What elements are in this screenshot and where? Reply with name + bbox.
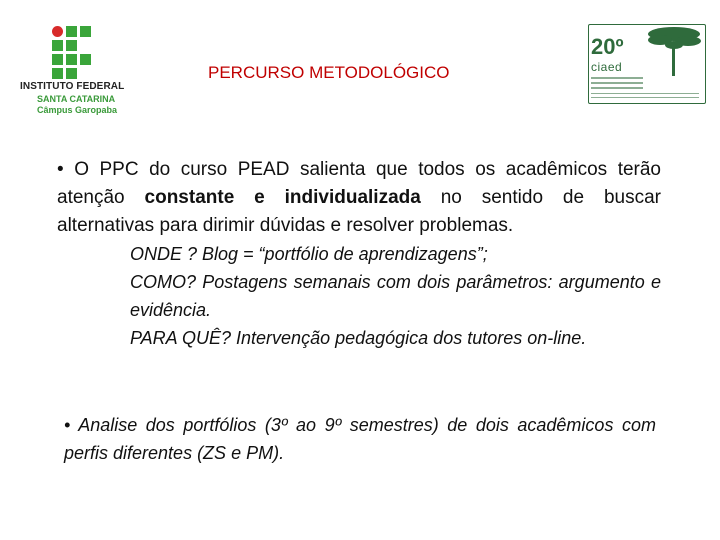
araucaria-tree-icon [644,24,704,76]
bullet-text-bold: constante e individualizada [144,187,421,208]
ifsc-name: INSTITUTO FEDERAL [20,81,125,92]
red-circle-icon [52,26,63,37]
ciaed-caption-line [591,93,699,94]
bullet-block-1 [57,156,661,352]
sub-item-onde: ONDE ? Blog = “portfólio de aprendizagens”; [130,244,488,264]
green-square-icon [80,26,91,37]
bullet-paragraph [57,156,661,240]
bullet-text-pre: O PPC do curso PEAD salienta que todos os acadêmicos terão atenção [57,159,661,208]
bullet-marker: • [57,159,64,180]
ciaed-caption-line [591,87,643,89]
ciaed-caption-line [591,97,699,98]
sub-item-como: COMO? Postagens semanais com dois parâmetros: argumento e evidência. [130,272,661,320]
green-square-icon [80,54,91,65]
ciaed-caption-line [591,82,643,84]
bullet-text: Analise dos portfólios (3º ao 9º semestres) de dois acadêmicos com perfis diferentes (ZS e PM). [64,415,656,463]
bullet-marker: • [64,415,71,435]
ifsc-logo-icon [18,26,138,118]
sub-item-para-que: PARA QUÊ? Intervenção pedagógica dos tutores on-line. [130,328,587,348]
bullet-text-post: no sentido de buscar alternativas para dirimir dúvidas e resolver problemas. [57,187,661,236]
green-square-icon [52,54,63,65]
bullet-paragraph-2 [64,411,656,467]
ifsc-state: SANTA CATARINA [37,94,116,104]
ciaed-name: ciaed [591,60,623,74]
green-square-icon [66,68,77,79]
green-square-icon [66,40,77,51]
green-square-icon [52,68,63,79]
green-square-icon [52,40,63,51]
ifsc-campus: Câmpus Garopaba [37,105,118,115]
green-square-icon [66,26,77,37]
ciaed-logo-icon [588,24,706,104]
ciaed-edition-number: 20º [591,34,624,59]
green-square-icon [66,54,77,65]
ifsc-grid [52,26,106,82]
slide-title: PERCURSO METODOLÓGICO [208,63,450,82]
ciaed-caption-line [591,77,643,79]
